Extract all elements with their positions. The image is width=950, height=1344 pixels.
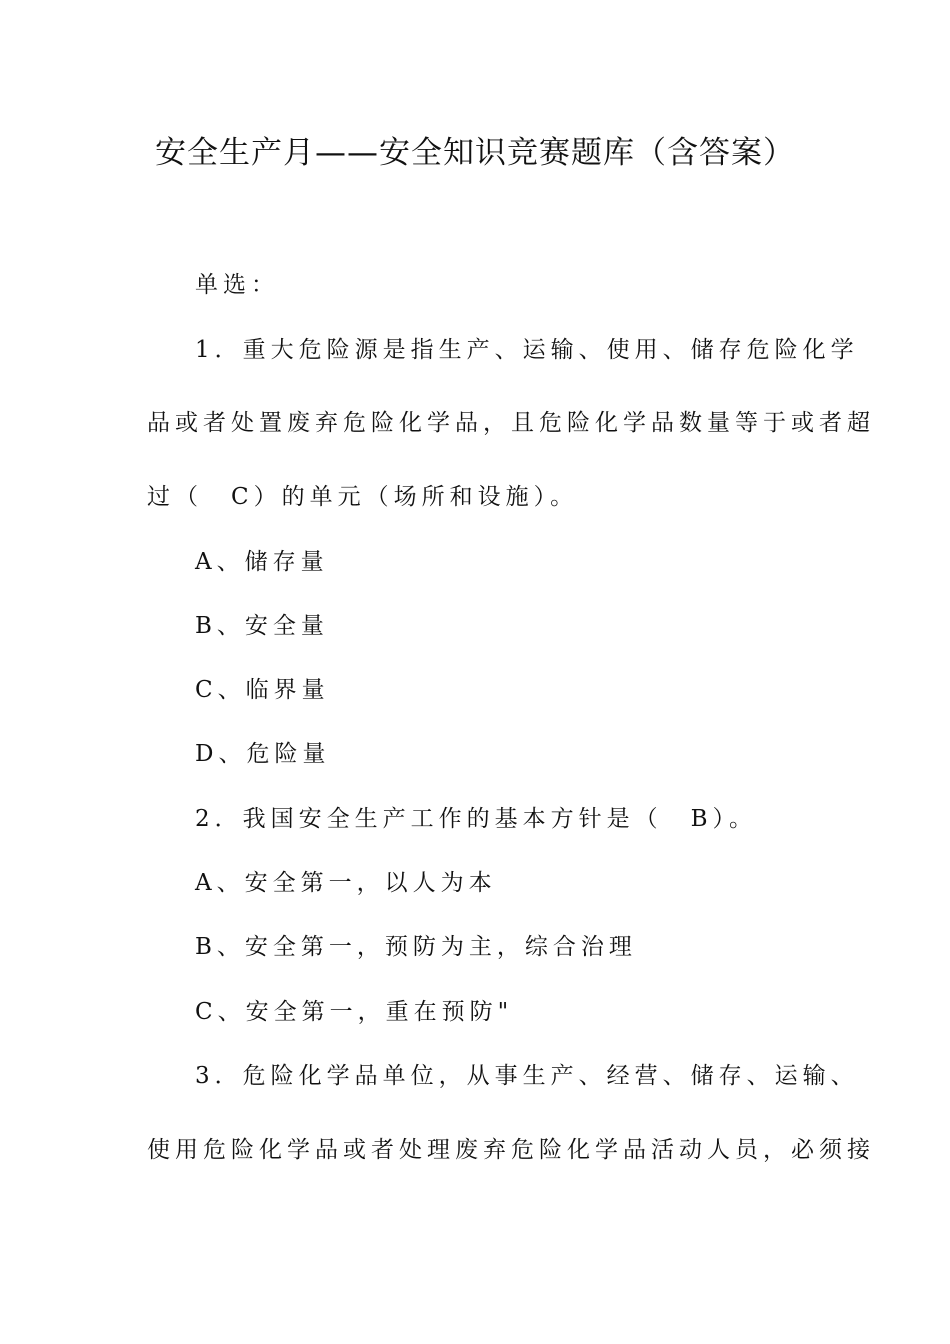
section-label: 单选： xyxy=(195,272,279,298)
question-2-option-a: A、安全第一，以人为本 xyxy=(195,870,497,896)
question-1-option-c: C、临界量 xyxy=(195,677,330,703)
question-1-option-a: A、储存量 xyxy=(195,549,329,575)
question-3-line-1: 3．危险化学品单位，从事生产、经营、储存、运输、 xyxy=(195,1063,859,1089)
question-2-option-b: B、安全第一，预防为主，综合治理 xyxy=(195,934,637,960)
question-2-option-c: C、安全第一，重在预防" xyxy=(195,999,514,1025)
document-title: 安全生产月——安全知识竞赛题库（含答案） xyxy=(155,135,795,171)
question-1-line-2: 品或者处置废弃危险化学品，且危险化学品数量等于或者超 xyxy=(147,410,875,436)
question-1-line-3: 过（ C）的单元（场所和设施）。 xyxy=(147,484,579,510)
question-2-line-1: 2．我国安全生产工作的基本方针是（ B）。 xyxy=(195,806,758,832)
question-1-option-d: D、危险量 xyxy=(195,741,331,767)
question-1-option-b: B、安全量 xyxy=(195,613,329,639)
question-3-line-2: 使用危险化学品或者处理废弃危险化学品活动人员，必须接 xyxy=(147,1137,875,1163)
question-1-line-1: 1．重大危险源是指生产、运输、使用、储存危险化学 xyxy=(195,337,859,363)
